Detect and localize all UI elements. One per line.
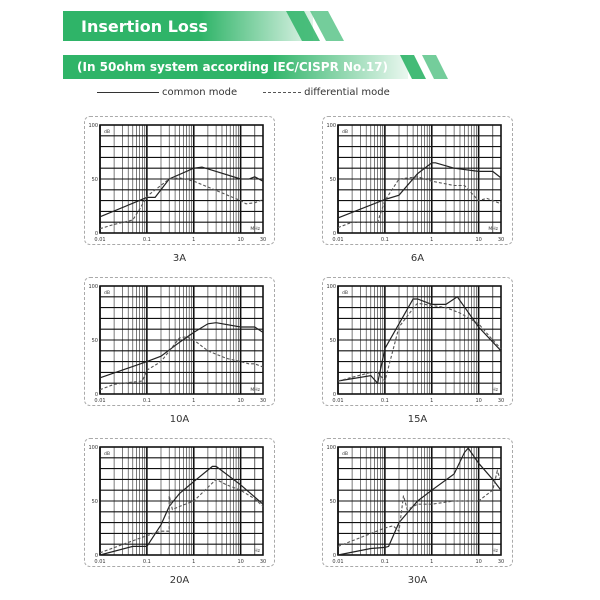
chart-svg	[85, 117, 276, 246]
x-tick-label: 0.1	[380, 559, 389, 565]
chart-title: 15A	[407, 414, 428, 425]
y-tick-label: 50	[329, 177, 336, 183]
chart-title: 3A	[172, 253, 187, 264]
legend-solid-line	[97, 92, 159, 93]
x-axis-label: MHz	[250, 227, 260, 232]
y-tick-label: 0	[332, 392, 336, 398]
y-tick-label: 100	[326, 284, 336, 290]
x-axis-label: Hz	[492, 388, 498, 393]
x-tick-label: 0.01	[332, 398, 344, 404]
x-tick-label: 1	[192, 398, 196, 404]
legend	[97, 87, 390, 98]
x-tick-label: 10	[237, 398, 244, 404]
chart-svg	[323, 439, 514, 568]
chart-panel-20a	[84, 438, 275, 567]
x-tick-label: 0.01	[332, 559, 344, 565]
chart-svg	[85, 278, 276, 407]
y-tick-label: 50	[329, 338, 336, 344]
chart-title: 6A	[410, 253, 425, 264]
legend-dashed-line	[263, 92, 301, 93]
x-tick-label: 0.1	[142, 237, 151, 243]
y-axis-label: dB	[342, 452, 348, 457]
x-tick-label: 10	[237, 237, 244, 243]
x-tick-label: 30	[259, 398, 267, 404]
chart-title: 20A	[169, 575, 190, 586]
x-tick-label: 0.1	[142, 559, 151, 565]
y-axis-label: dB	[342, 130, 348, 135]
x-tick-label: 1	[430, 398, 434, 404]
y-tick-label: 0	[94, 553, 98, 559]
legend-common-mode: common mode	[162, 87, 238, 98]
chart-panel-3a	[84, 116, 275, 245]
y-tick-label: 100	[88, 123, 98, 129]
x-tick-label: 10	[237, 559, 244, 565]
x-tick-label: 0.1	[380, 398, 389, 404]
chart-title: 30A	[407, 575, 428, 586]
x-tick-label: 0.1	[380, 237, 389, 243]
chart-svg	[323, 117, 514, 246]
x-tick-label: 10	[475, 237, 482, 243]
x-tick-label: 0.1	[142, 398, 151, 404]
x-axis-label: Hz	[492, 549, 498, 554]
x-tick-label: 30	[259, 237, 267, 243]
y-tick-label: 0	[94, 231, 98, 237]
page-subtitle: (In 50ohm system according IEC/CISPR No.17)	[77, 60, 389, 74]
x-axis-label: MHz	[488, 227, 498, 232]
x-tick-label: 1	[430, 559, 434, 565]
y-axis-label: dB	[104, 130, 110, 135]
y-tick-label: 0	[94, 392, 98, 398]
x-axis-label: MHz	[250, 388, 260, 393]
x-tick-label: 0.01	[332, 237, 344, 243]
y-tick-label: 50	[91, 338, 98, 344]
y-tick-label: 100	[326, 123, 336, 129]
y-tick-label: 0	[332, 553, 336, 559]
x-tick-label: 30	[497, 237, 505, 243]
y-axis-label: dB	[104, 291, 110, 296]
y-axis-label: dB	[342, 291, 348, 296]
x-tick-label: 30	[259, 559, 267, 565]
x-axis-label: Hz	[254, 549, 260, 554]
y-tick-label: 50	[329, 499, 336, 505]
chart-panel-10a	[84, 277, 275, 406]
subtitle-banner	[63, 55, 408, 79]
x-tick-label: 0.01	[94, 559, 106, 565]
y-tick-label: 100	[326, 445, 336, 451]
y-tick-label: 50	[91, 177, 98, 183]
page-title: Insertion Loss	[81, 16, 208, 36]
legend-differential-mode: differential mode	[304, 87, 390, 98]
subtitle-stripes-decoration	[400, 55, 460, 79]
chart-title: 10A	[169, 414, 190, 425]
x-tick-label: 0.01	[94, 237, 106, 243]
y-tick-label: 0	[332, 231, 336, 237]
chart-svg	[323, 278, 514, 407]
chart-panel-15a	[322, 277, 513, 406]
x-tick-label: 0.01	[94, 398, 106, 404]
title-banner	[63, 11, 313, 41]
title-stripes-decoration	[286, 11, 356, 41]
stripe-3	[400, 55, 426, 79]
chart-svg	[85, 439, 276, 568]
chart-panel-30a	[322, 438, 513, 567]
x-tick-label: 10	[475, 398, 482, 404]
y-axis-label: dB	[104, 452, 110, 457]
x-tick-label: 30	[497, 559, 505, 565]
x-tick-label: 10	[475, 559, 482, 565]
x-tick-label: 1	[192, 559, 196, 565]
y-tick-label: 50	[91, 499, 98, 505]
chart-panel-6a	[322, 116, 513, 245]
x-tick-label: 30	[497, 398, 505, 404]
y-tick-label: 100	[88, 284, 98, 290]
y-tick-label: 100	[88, 445, 98, 451]
x-tick-label: 1	[430, 237, 434, 243]
stripe-4	[422, 55, 448, 79]
x-tick-label: 1	[192, 237, 196, 243]
